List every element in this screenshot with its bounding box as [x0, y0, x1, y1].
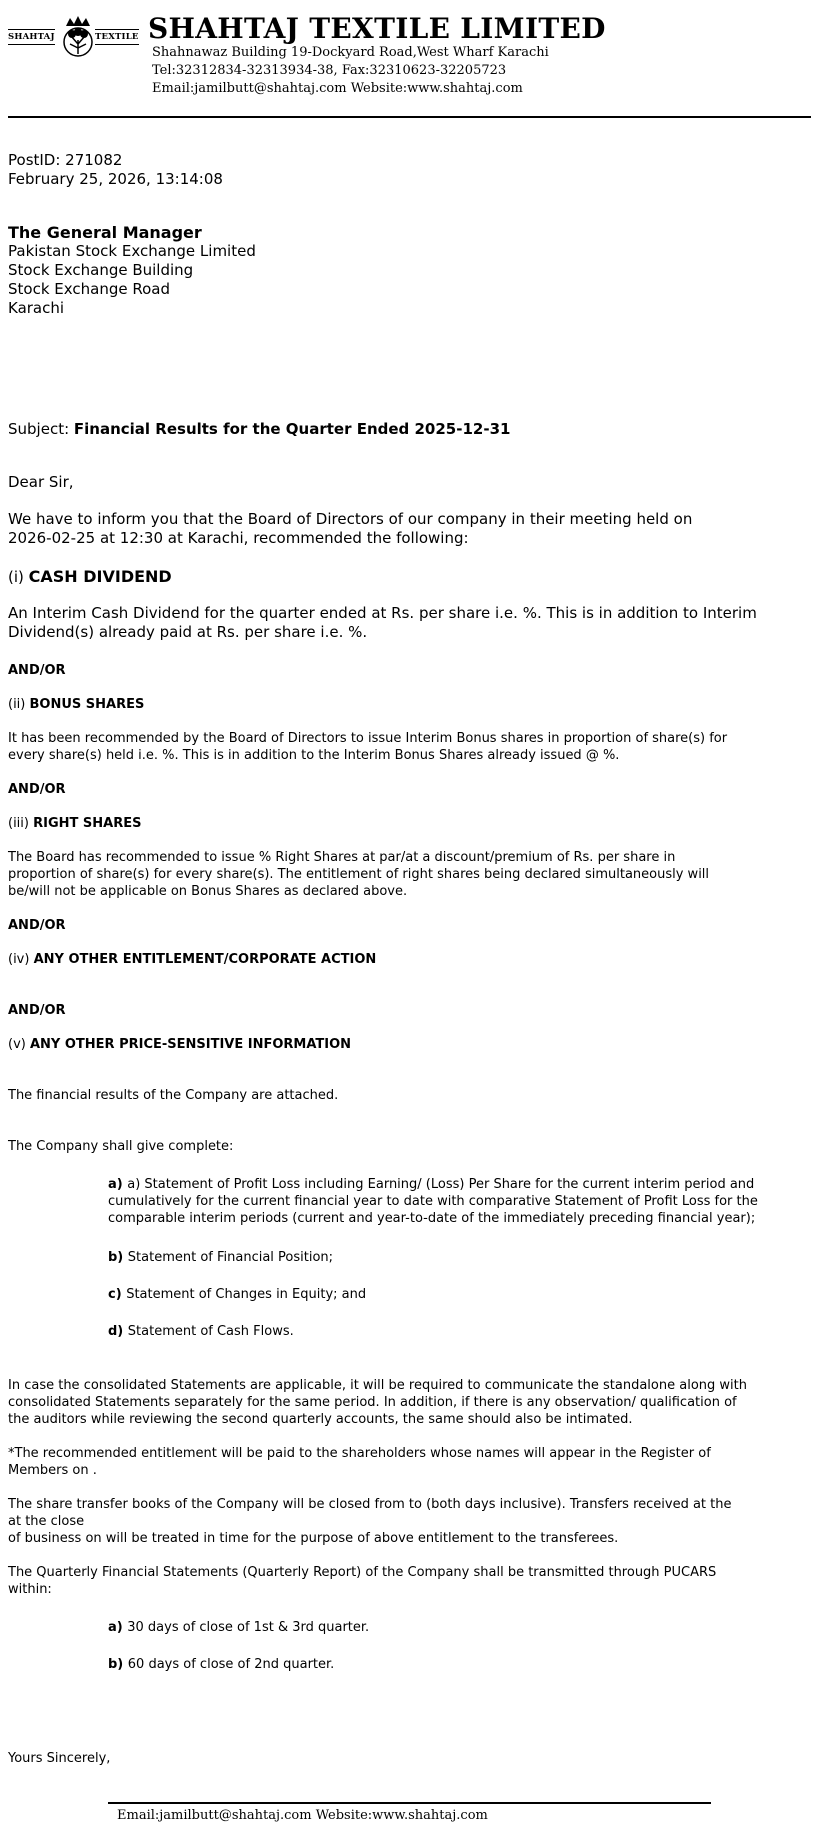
right-shares-text: proportion of share(s) for every share(s). The entitlement of right shares being declared simultaneously will	[8, 867, 710, 882]
intro-line: We have to inform you that the Board of Directors of our company in their meeting held on	[8, 510, 693, 528]
andor-label: AND/OR	[8, 782, 66, 797]
cash-dividend-text: Dividend(s) already paid at Rs. per share i.e. %.	[8, 623, 368, 641]
section-heading: RIGHT SHARES	[33, 816, 142, 831]
section-heading: CASH DIVIDEND	[28, 567, 172, 586]
consolidated-text: consolidated Statements separately for the same period. In addition, if there is any observation/ qualification of	[8, 1395, 737, 1410]
consolidated-text: the auditors while reviewing the second quarterly accounts, the same should also be intimated.	[8, 1412, 633, 1427]
item-text: 30 days of close of 1st & 3rd quarter.	[127, 1620, 370, 1635]
section-prefix: (i)	[8, 568, 29, 586]
bonus-shares-text: It has been recommended by the Board of Directors to issue Interim Bonus shares in proportion of share(s) for	[8, 731, 728, 746]
recipient-title: The General Manager	[8, 223, 202, 242]
pucars-text: The Quarterly Financial Statements (Quarterly Report) of the Company shall be transmitted through PUCARS	[8, 1565, 717, 1580]
statement-item	[108, 1286, 366, 1303]
section-prefix: (v)	[8, 1037, 30, 1052]
bonus-shares-text: every share(s) held i.e. %. This is in addition to the Interim Bonus Shares already issued @ %.	[8, 748, 620, 763]
item-text: Statement of Financial Position;	[127, 1250, 334, 1265]
recipient-line: Pakistan Stock Exchange Limited	[8, 242, 256, 260]
logo-right-text: TEXTILE	[95, 32, 139, 42]
cash-dividend-text: An Interim Cash Dividend for the quarter ended at Rs. per share i.e. %. This is in addition to Interim	[8, 604, 757, 622]
pucars-text: within:	[8, 1582, 52, 1597]
right-shares-heading	[8, 815, 141, 832]
deadline-item	[108, 1619, 369, 1636]
statement-item-cont: cumulatively for the current financial year to date with comparative Statement of Profit Loss for the	[108, 1194, 758, 1209]
header-divider	[8, 116, 811, 118]
section-prefix: (ii)	[8, 697, 30, 712]
price-sensitive-heading	[8, 1036, 351, 1053]
results-attached-text: The financial results of the Company are attached.	[8, 1088, 339, 1103]
transfer-text: The share transfer books of the Company will be closed from to (both days inclusive). Transfers received at the	[8, 1497, 732, 1512]
item-text: 60 days of close of 2nd quarter.	[127, 1657, 335, 1672]
recipient-line: Stock Exchange Road	[8, 280, 170, 298]
andor-label: AND/OR	[8, 663, 66, 678]
item-text: Statement of Changes in Equity; and	[126, 1287, 367, 1302]
item-text: a) Statement of Profit Loss including Earning/ (Loss) Per Share for the current interim period and	[127, 1177, 755, 1192]
section-heading: BONUS SHARES	[29, 697, 145, 712]
statement-item	[108, 1176, 754, 1193]
company-name: SHAHTAJ TEXTILE LIMITED	[148, 12, 606, 45]
section-prefix: (iv)	[8, 952, 34, 967]
right-shares-text: The Board has recommended to issue % Right Shares at par/at a discount/premium of Rs. per share in	[8, 850, 676, 865]
andor-label: AND/OR	[8, 1003, 66, 1018]
company-logo	[8, 14, 138, 60]
transfer-text: of business on will be treated in time for the purpose of above entitlement to the transferees.	[8, 1531, 619, 1546]
logo-left-text: SHAHTAJ	[8, 32, 55, 42]
section-heading: ANY OTHER ENTITLEMENT/CORPORATE ACTION	[33, 952, 377, 967]
statement-item	[108, 1249, 333, 1266]
post-date: February 25, 2026, 13:14:08	[8, 170, 223, 188]
company-give-complete-text: The Company shall give complete:	[8, 1139, 234, 1154]
subject-line	[8, 420, 510, 439]
statement-item-cont: comparable interim periods (current and year-to-date of the immediately preceding financial year);	[108, 1211, 756, 1226]
item-key: a)	[108, 1177, 128, 1192]
cash-dividend-heading	[8, 567, 172, 587]
intro-line: 2026-02-25 at 12:30 at Karachi, recommended the following:	[8, 529, 469, 547]
deadline-item	[108, 1656, 334, 1673]
footer-divider	[108, 1802, 711, 1804]
post-id: PostID: 271082	[8, 151, 123, 169]
subject-label: Subject:	[8, 420, 74, 438]
statement-item	[108, 1323, 294, 1340]
bonus-shares-heading	[8, 696, 144, 713]
recipient-line: Stock Exchange Building	[8, 261, 194, 279]
company-phone: Tel:32312834-32313934-38, Fax:32310623-32205723	[152, 63, 507, 78]
company-contact: Email:jamilbutt@shahtaj.com Website:www.shahtaj.com	[152, 81, 523, 96]
item-text: Statement of Cash Flows.	[127, 1324, 294, 1339]
item-key: c)	[108, 1287, 127, 1302]
item-key: d)	[108, 1324, 128, 1339]
closing: Yours Sincerely,	[8, 1751, 111, 1766]
recipient-line: Karachi	[8, 299, 65, 317]
right-shares-text: be/will not be applicable on Bonus Shares as declared above.	[8, 884, 408, 899]
section-heading: ANY OTHER PRICE-SENSITIVE INFORMATION	[29, 1037, 352, 1052]
other-entitlement-heading	[8, 951, 376, 968]
register-text: *The recommended entitlement will be paid to the shareholders whose names will appear in the Register of	[8, 1446, 711, 1461]
section-prefix: (iii)	[8, 816, 34, 831]
andor-label: AND/OR	[8, 918, 66, 933]
letterhead	[8, 6, 808, 116]
register-text: Members on .	[8, 1463, 97, 1478]
company-address: Shahnawaz Building 19-Dockyard Road,West Wharf Karachi	[152, 45, 549, 60]
footer-contact: Email:jamilbutt@shahtaj.com Website:www.shahtaj.com	[117, 1808, 488, 1823]
salutation: Dear Sir,	[8, 473, 74, 491]
transfer-text: at the close	[8, 1514, 85, 1529]
item-key: a)	[108, 1620, 128, 1635]
item-key: b)	[108, 1250, 128, 1265]
subject-text: Financial Results for the Quarter Ended 2025-12-31	[73, 420, 511, 438]
item-key: b)	[108, 1657, 128, 1672]
consolidated-text: In case the consolidated Statements are applicable, it will be required to communicate the standalone along with	[8, 1378, 747, 1393]
tree-crown-icon	[62, 14, 94, 60]
